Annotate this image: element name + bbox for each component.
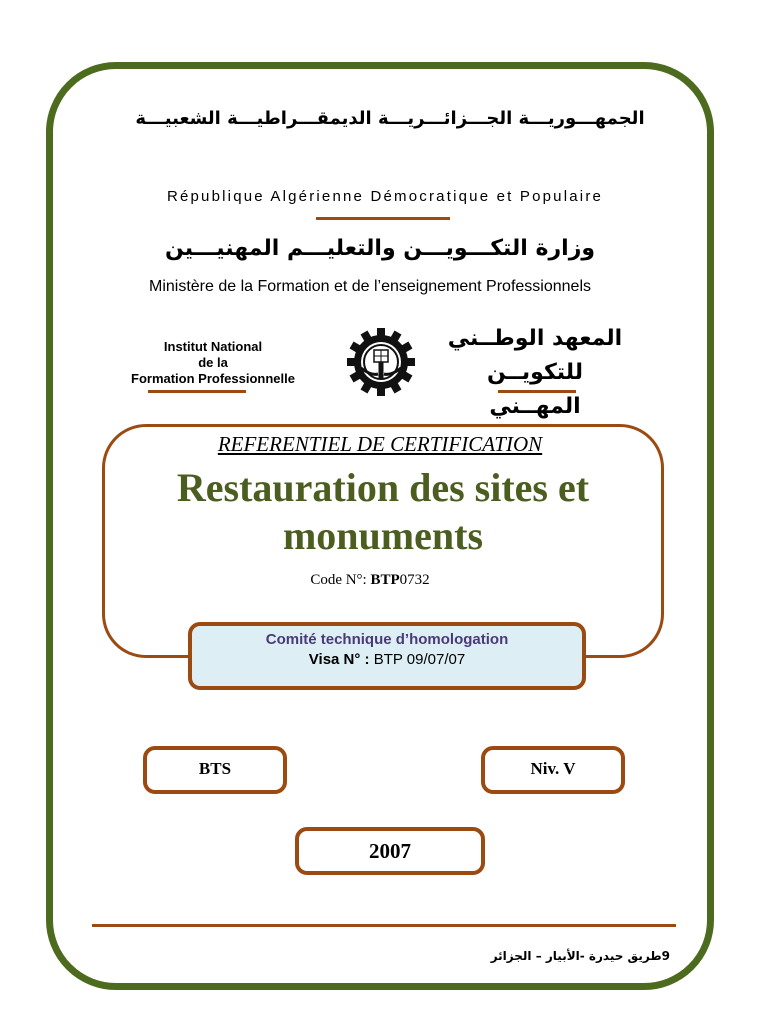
code-number: 0732 — [399, 572, 430, 588]
ministry-arabic: وزارة التكـــويـــن والتعليـــم المهنيـــين — [164, 236, 596, 261]
header-divider — [316, 217, 450, 220]
visa-value: BTP 09/07/07 — [373, 651, 466, 668]
institute-french-line3: Formation Professionnelle — [131, 371, 295, 386]
document-title-line2: monuments — [282, 513, 484, 558]
ministry-french: Ministère de la Formation et de l’enseignement Professionnels — [148, 278, 591, 295]
level-box: Niv. V — [481, 746, 625, 794]
institute-french — [108, 339, 318, 387]
french-republic-title: République Algérienne Démocratique et Populaire — [166, 188, 604, 205]
visa-line — [192, 651, 582, 668]
code-prefix: BTP — [370, 572, 400, 588]
institute-french-underline — [148, 390, 246, 393]
institute-arabic-underline — [498, 390, 576, 393]
committee-label: Comité technique d’homologation — [265, 631, 509, 648]
institute-gear-logo-icon — [343, 328, 423, 396]
visa-label: Visa N° : — [308, 651, 374, 668]
diploma-box: BTS — [143, 746, 287, 794]
institute-french-line2: de la — [198, 355, 228, 370]
code-line — [200, 572, 540, 589]
institute-arabic — [440, 322, 630, 424]
institute-french-line1: Institut National — [163, 339, 263, 354]
footer-address: 9طريق حيدرة -الأبيار – الجزائر — [490, 949, 670, 963]
arabic-republic-title: الجمهـــوريـــة الجـــزائـــريـــة الديمقـــراطيـــة الشعبيـــة — [135, 108, 645, 129]
document-title — [120, 464, 646, 560]
code-label: Code N°: — [310, 572, 371, 588]
footer-divider — [92, 924, 676, 927]
institute-arabic-line2: للتكويــن المهــني — [487, 360, 583, 419]
institute-arabic-line1: المعهد الوطــني — [447, 326, 623, 351]
document-title-line1: Restauration des sites et — [176, 465, 590, 510]
year-box: 2007 — [295, 827, 485, 875]
referentiel-heading: REFERENTIEL DE CERTIFICATION — [217, 432, 543, 456]
